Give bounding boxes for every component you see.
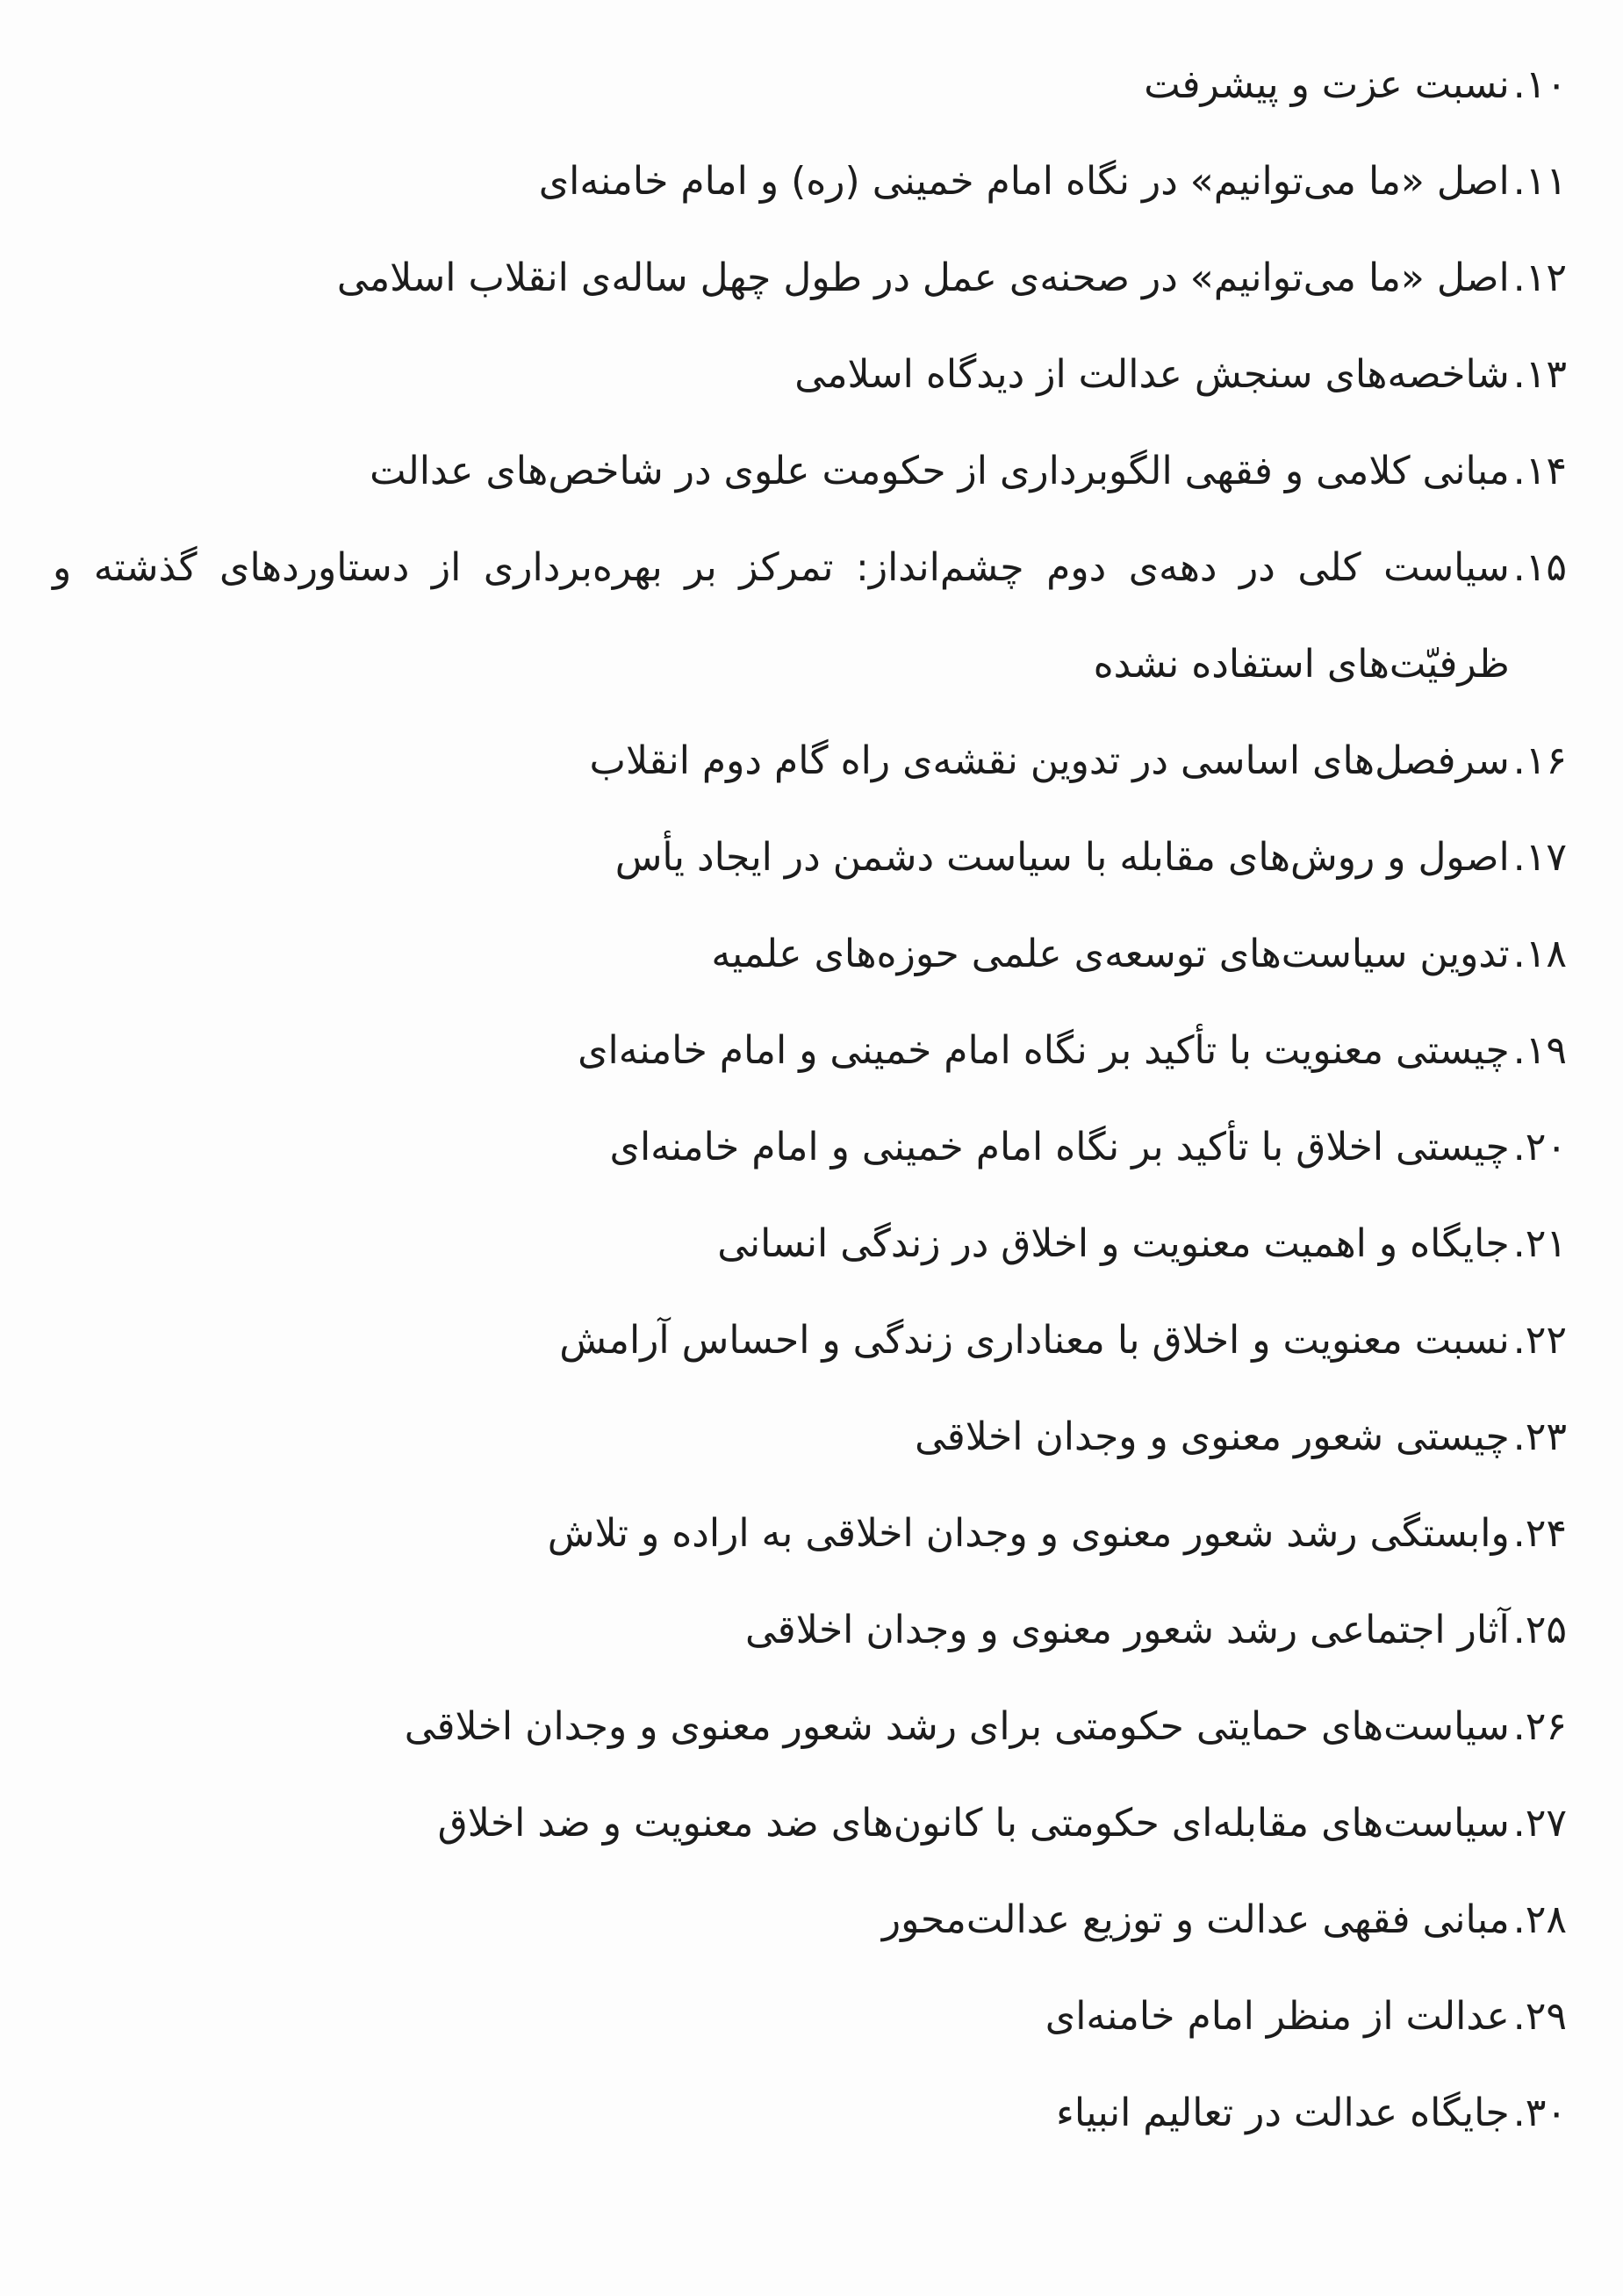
list-item xyxy=(53,924,1567,1020)
list-item xyxy=(53,1889,1567,1986)
list-item xyxy=(53,248,1567,344)
item-text: شاخصه‌های سنجش عدالت از دیدگاه اسلامی xyxy=(794,352,1510,397)
item-number: ۱۱. xyxy=(1512,159,1567,204)
item-text: اصل «ما می‌توانیم» در نگاه امام خمینی (ره) و امام خامنه‌ای xyxy=(538,159,1510,204)
item-text: سیاست‌های حمایتی حکومتی برای رشد شعور معنوی و وجدان اخلاقی xyxy=(404,1704,1510,1749)
item-text: چیستی شعور معنوی و وجدان اخلاقی xyxy=(915,1414,1510,1459)
list-item xyxy=(53,1020,1567,1117)
list-item xyxy=(53,731,1567,827)
item-number: ۲۵. xyxy=(1512,1608,1567,1652)
list-item xyxy=(53,1407,1567,1503)
item-text: نسبت معنویت و اخلاق با معناداری زندگی و احساس آرامش xyxy=(559,1318,1510,1363)
item-text: مبانی فقهی عدالت و توزیع عدالت‌محور xyxy=(881,1897,1510,1942)
item-text: چیستی معنویت با تأکید بر نگاه امام خمینی و امام خامنه‌ای xyxy=(578,1028,1510,1073)
list-item xyxy=(53,344,1567,441)
item-number: ۱۴. xyxy=(1512,449,1567,493)
item-number: ۱۳. xyxy=(1512,352,1567,397)
item-text: چیستی اخلاق با تأکید بر نگاه امام خمینی و امام خامنه‌ای xyxy=(609,1125,1510,1170)
item-number: ۳۰. xyxy=(1512,2091,1567,2135)
item-number: ۲۸. xyxy=(1512,1897,1567,1942)
list-item xyxy=(53,151,1567,248)
item-text: اصل «ما می‌توانیم» در صحنه‌ی عمل در طول چهل ساله‌ی انقلاب اسلامی xyxy=(336,256,1510,300)
item-number: ۱۶. xyxy=(1512,738,1567,783)
item-number: ۲۰. xyxy=(1512,1125,1567,1170)
list-item xyxy=(53,1503,1567,1600)
item-text: آثار اجتماعی رشد شعور معنوی و وجدان اخلاقی xyxy=(744,1608,1510,1652)
list-item xyxy=(53,1696,1567,1793)
item-number: ۲۷. xyxy=(1512,1801,1567,1846)
list-item xyxy=(53,1213,1567,1310)
item-text: اصول و روش‌های مقابله با سیاست دشمن در ایجاد یأس xyxy=(614,835,1510,880)
list-item xyxy=(53,2083,1567,2179)
item-number: ۱۷. xyxy=(1512,835,1567,880)
item-text: جایگاه و اهمیت معنویت و اخلاق در زندگی انسانی xyxy=(717,1221,1510,1266)
item-number: ۲۹. xyxy=(1512,1994,1567,2039)
item-text: مبانی کلامی و فقهی الگوبرداری از حکومت علوی در شاخص‌های عدالت xyxy=(370,449,1510,493)
item-text: تدوین سیاست‌های توسعه‌ی علمی حوزه‌های علمیه xyxy=(711,932,1510,976)
item-number: ۱۸. xyxy=(1512,932,1567,976)
item-text: عدالت از منظر امام خامنه‌ای xyxy=(1045,1994,1510,2039)
item-number: ۲۴. xyxy=(1512,1511,1567,1556)
item-number: ۱۰. xyxy=(1512,62,1567,107)
list-item xyxy=(53,827,1567,924)
list-item xyxy=(53,1117,1567,1213)
item-number: ۱۹. xyxy=(1512,1028,1567,1073)
topic-list xyxy=(53,54,1567,2179)
list-item xyxy=(53,1986,1567,2083)
item-text: نسبت عزت و پیشرفت xyxy=(1144,62,1510,107)
item-number: ۲۳. xyxy=(1512,1414,1567,1459)
item-text: سیاست‌های مقابله‌ای حکومتی با کانون‌های ضد معنویت و ضد اخلاق xyxy=(437,1801,1510,1846)
list-item xyxy=(53,1600,1567,1696)
item-number: ۱۵. xyxy=(1512,545,1567,590)
item-number: ۱۲. xyxy=(1512,256,1567,300)
list-item xyxy=(53,54,1567,151)
item-text: وابستگی رشد شعور معنوی و وجدان اخلاقی به اراده و تلاش xyxy=(547,1511,1510,1556)
list-item xyxy=(53,1310,1567,1407)
item-text: سرفصل‌های اساسی در تدوین نقشه‌ی راه گام دوم انقلاب xyxy=(589,738,1510,783)
item-number: ۲۱. xyxy=(1512,1221,1567,1266)
list-item xyxy=(53,1793,1567,1889)
item-number: ۲۲. xyxy=(1512,1318,1567,1363)
item-text: جایگاه عدالت در تعالیم انبیاء xyxy=(1056,2091,1510,2135)
item-number: ۲۶. xyxy=(1512,1704,1567,1749)
list-item xyxy=(53,537,1567,731)
item-text: سیاست کلی در دهه‌ی دوم چشم‌انداز: تمرکز بر بهره‌برداری از دستاوردهای گذشته و ظرفیّت‌های استفاده نشده xyxy=(53,545,1510,687)
